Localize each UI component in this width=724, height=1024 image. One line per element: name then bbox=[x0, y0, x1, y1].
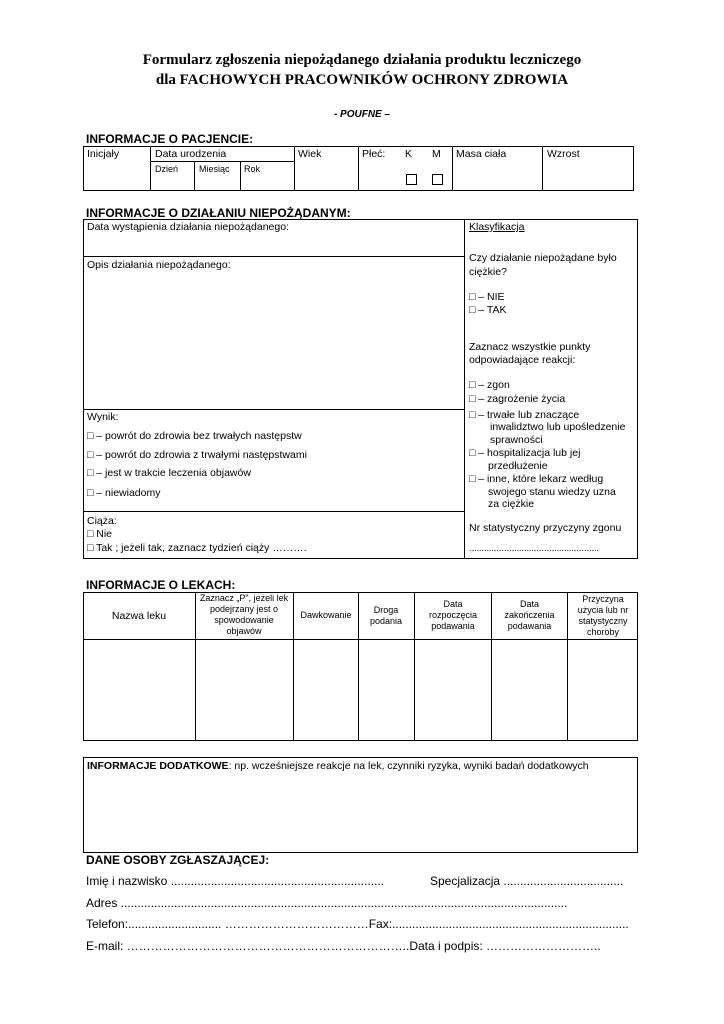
form-title-line1: Formularz zgłoszenia niepożądanego działania produktu leczniczego bbox=[142, 52, 582, 68]
col-end-date: Data zakończenia podawania bbox=[504, 599, 555, 631]
death-cause-field[interactable]: .................................................... bbox=[469, 543, 600, 553]
col-start-date: Data rozpoczęcia podawania bbox=[428, 599, 478, 631]
disability-line2: inwalidztwo lub upośledzenie bbox=[490, 421, 626, 433]
day-label: Dzień bbox=[155, 164, 179, 174]
other-line2: swojego stanu wiedzy uzna bbox=[488, 486, 616, 498]
serious-no-option[interactable]: □ – NIE bbox=[469, 291, 505, 303]
reporter-section-title: DANE OSOBY ZGŁASZAJĄCEJ: bbox=[86, 853, 270, 867]
col-drug-name: Nazwa leku bbox=[111, 610, 167, 622]
pregnancy-no-option[interactable]: □ Nie bbox=[87, 528, 113, 540]
reporter-address-field[interactable]: Adres ...................................................................................................................................... bbox=[86, 896, 568, 910]
death-option[interactable]: □ – zgon bbox=[469, 379, 510, 391]
mark-all-line1: Zaznacz wszystkie punkty bbox=[469, 341, 591, 353]
outcome-label: Wynik: bbox=[87, 411, 119, 423]
col-dosage: Dawkowanie bbox=[300, 610, 352, 620]
outcome-option-4[interactable]: □ – niewiadomy bbox=[87, 487, 161, 499]
sex-k-label: K bbox=[405, 148, 413, 160]
disability-option[interactable]: □ – trwałe lub znaczące bbox=[469, 409, 580, 421]
additional-info-label: INFORMACJE DODATKOWE: np. wcześniejsze reakcje na lek, czynniki ryzyka, wyniki badań dodatkowych bbox=[87, 760, 589, 772]
other-line3: za ciężkie bbox=[488, 498, 535, 510]
sex-label: Płeć: bbox=[362, 148, 386, 160]
drugs-section-title: INFORMACJE O LEKACH: bbox=[86, 578, 236, 592]
hospitalization-option[interactable]: □ – hospitalizacja lub jej bbox=[469, 447, 581, 459]
reaction-section-title: INFORMACJE O DZIAŁANIU NIEPOŻĄDANYM: bbox=[86, 206, 351, 220]
year-label: Rok bbox=[244, 164, 261, 174]
reporter-phone-fax-field[interactable]: Telefon:............................ ………………………………Fax:....................................................................... bbox=[86, 917, 629, 931]
month-label: Miesiąc bbox=[199, 164, 230, 174]
col-reason: Przyczyna użycia lub nr statystyczny choroby bbox=[577, 594, 629, 637]
pregnancy-label: Ciąża: bbox=[87, 515, 117, 527]
weight-label: Masa ciała bbox=[456, 148, 507, 160]
disability-line3: sprawności bbox=[490, 434, 543, 446]
occurrence-date-label: Data wystąpienia działania niepożądanego: bbox=[87, 221, 289, 233]
sex-k-checkbox[interactable] bbox=[406, 174, 417, 185]
life-threat-option[interactable]: □ – zagrożenie życia bbox=[469, 393, 566, 405]
birth-date-label: Data urodzenia bbox=[155, 148, 227, 160]
sex-m-label: M bbox=[432, 148, 441, 160]
hospitalization-line2: przedłużenie bbox=[488, 460, 548, 472]
sex-m-checkbox[interactable] bbox=[432, 174, 443, 185]
reporter-name-field[interactable]: Imię i nazwisko ................................................................ bbox=[86, 874, 385, 888]
serious-question-line1: Czy działanie niepożądane było bbox=[469, 252, 617, 264]
confidential-label: - POUFNE – bbox=[333, 109, 391, 120]
col-route: Droga podania bbox=[369, 605, 403, 626]
height-label: Wzrost bbox=[547, 148, 580, 160]
reporter-email-signature-field[interactable]: E-mail: ……………………………………………………………..Data i podpis: ……………………….. bbox=[86, 939, 601, 953]
age-label: Wiek bbox=[298, 148, 322, 160]
outcome-option-2[interactable]: □ – powrót do zdrowia z trwałymi następstwami bbox=[87, 449, 307, 461]
outcome-option-3[interactable]: □ – jest w trakcie leczenia objawów bbox=[87, 467, 251, 479]
mark-all-line2: odpowiadające reakcji: bbox=[469, 354, 576, 366]
patient-section-title: INFORMACJE O PACJENCIE: bbox=[86, 132, 254, 146]
serious-yes-option[interactable]: □ – TAK bbox=[469, 304, 507, 316]
pregnancy-yes-option[interactable]: □ Tak ; jeżeli tak, zaznacz tydzień ciąży ………. bbox=[87, 542, 307, 554]
serious-question-line2: ciężkie? bbox=[469, 266, 507, 278]
classification-label: Klasyfikacja bbox=[469, 221, 525, 233]
form-title-line2: dla FACHOWYCH PRACOWNIKÓW OCHRONY ZDROWIA bbox=[155, 72, 569, 88]
outcome-option-1[interactable]: □ – powrót do zdrowia bez trwałych następstw bbox=[87, 430, 302, 442]
description-label: Opis działania niepożądanego: bbox=[87, 259, 231, 271]
initials-label: Inicjały bbox=[87, 148, 120, 160]
other-option[interactable]: □ – inne, które lekarz według bbox=[469, 473, 604, 485]
col-suspected: Zaznacz „P", jeżeli lek podejrzany jest o spowodowanie objawów bbox=[199, 593, 289, 636]
death-cause-label: Nr statystyczny przyczyny zgonu bbox=[469, 522, 622, 534]
reporter-specialization-field[interactable]: Specjalizacja .................................... bbox=[430, 874, 624, 888]
